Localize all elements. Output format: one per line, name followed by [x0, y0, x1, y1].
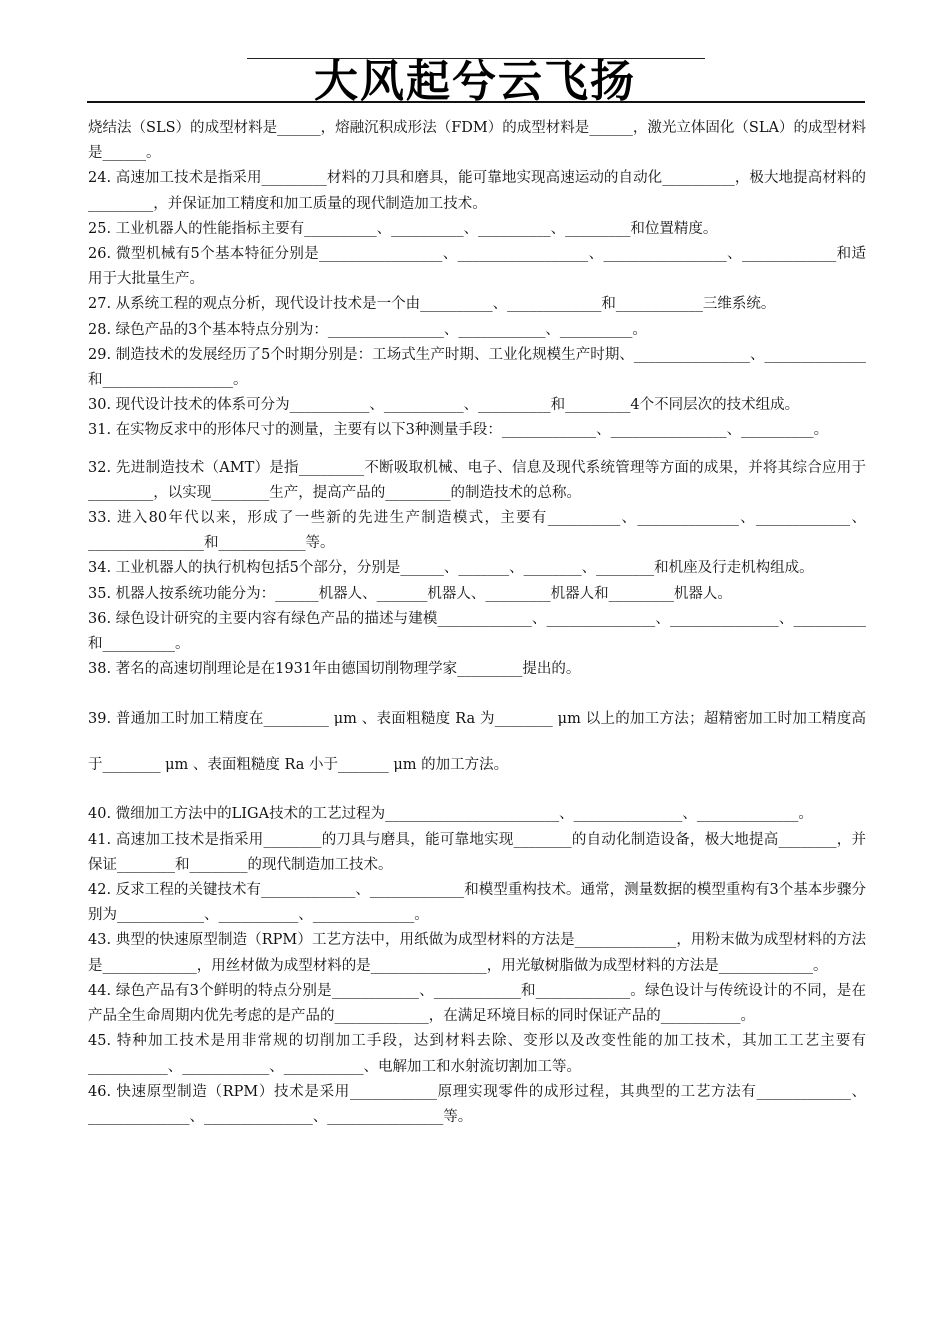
question-39: 39. 普通加工时加工精度在_________ μm 、表面粗糙度 Ra 为________ μm 以上的加工方法；超精密加工时加工精度高于________ μm 、表面粗糙度 Ra 小于_______ μm 的加工方法。: [88, 711, 866, 774]
question-41: 41. 高速加工技术是指采用________的刀具与磨具，能可靠地实现________的自动化制造设备，极大地提高________，并保证________和________的现代制造加工技术。: [88, 831, 866, 873]
question-26: 26. 微型机械有5个基本特征分别是_________________、__________________、_________________、_____________和适用于大批量生产。: [88, 246, 866, 288]
question-32: 32. 先进制造技术（AMT）是指_________不断吸取机械、电子、信息及现代系统管理等方面的成果，并将其综合应用于_________，以实现________生产，提高产品的_________的制造技术的总称。: [88, 459, 866, 501]
question-36: 36. 绿色设计研究的主要内容有绿色产品的描述与建模_____________、_______________、_______________、__________和__________。: [88, 610, 866, 653]
question-34: 34. 工业机器人的执行机构包括5个部分，分别是______、_______、________、________和机座及行走机构组成。: [88, 560, 814, 577]
question-45: 45. 特种加工技术是用非常规的切削加工手段，达到材料去除、变形以及改变性能的加工技术，其加工工艺主要有___________、____________、___________、电解加工和水射流切割加工等。: [88, 1033, 866, 1075]
question-27: 27. 从系统工程的观点分析，现代设计技术是一个由__________、_____________和____________三维系统。: [88, 296, 776, 313]
question-29: 29. 制造技术的发展经历了5个时期分别是：工场式生产时期、工业化规模生产时期、________________、______________和__________________。: [88, 346, 866, 389]
question-24: 24. 高速加工技术是指采用_________材料的刀具和磨具，能可靠地实现高速运动的自动化__________，极大地提高材料的_________，并保证加工精度和加工质量的现代制造加工技术。: [88, 170, 866, 212]
question-43: 43. 典型的快速原型制造（RPM）工艺方法中，用纸做为成型材料的方法是______________，用粉末做为成型材料的方法是_____________，用丝材做为成型材料的是________________，用光敏树脂做为成型材料的方法是_____________。: [88, 932, 866, 974]
question-31: 31. 在实物反求中的形体尺寸的测量，主要有以下3种测量手段：_____________、________________、__________。: [88, 422, 829, 439]
header-title: 大风起兮云飞扬: [314, 56, 636, 107]
question-28: 28. 绿色产品的3个基本特点分别为：________________、____________、__________。: [88, 321, 647, 338]
question-40: 40. 微细加工方法中的LIGA技术的工艺过程为________________________、_______________、______________。: [88, 806, 813, 823]
question-25: 25. 工业机器人的性能指标主要有__________、__________、__________、_________和位置精度。: [88, 220, 718, 237]
question-42: 42. 反求工程的关键技术有_____________、_____________和模型重构技术。通常，测量数据的模型重构有3个基本步骤分别为____________、___________、______________。: [88, 882, 866, 924]
question-33: 33. 进入80年代以来，形成了一些新的先进生产制造模式，主要有__________、______________、_____________、________________和____________等。: [88, 510, 866, 552]
question-44: 44. 绿色产品有3个鲜明的特点分别是____________、____________和_____________。绿色设计与传统设计的不同，是在产品全生命周期内优先考虑的是产品的_____________，在满足环境目标的同时保证产品的___________。: [88, 982, 866, 1025]
question-23-cont: 烧结法（SLS）的成型材料是______，熔融沉积成形法（FDM）的成型材料是______，激光立体固化（SLA）的成型材料是______。: [88, 120, 866, 162]
question-46: 46. 快速原型制造（RPM）技术是采用____________原理实现零件的成形过程，其典型的工艺方法有_____________、______________、_______________、________________等。: [88, 1083, 866, 1125]
question-30: 30. 现代设计技术的体系可分为___________、___________、__________和_________4个不同层次的技术组成。: [88, 397, 800, 414]
question-list: [88, 116, 866, 1130]
question-35: 35. 机器人按系统功能分为：______机器人、_______机器人、_________机器人和_________机器人。: [88, 585, 732, 602]
header-bottom-rule: [87, 101, 865, 103]
question-38: 38. 著名的高速切削理论是在1931年由德国切削物理学家_________提出的。: [88, 661, 581, 678]
